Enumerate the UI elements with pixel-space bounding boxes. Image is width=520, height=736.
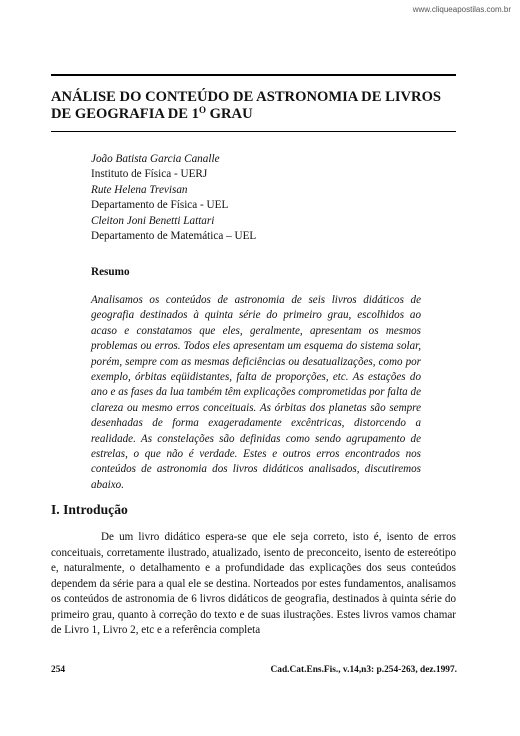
author-affiliation: Departamento de Física - UEL xyxy=(91,199,229,212)
page-number: 254 xyxy=(51,665,66,675)
author-name: João Batista Garcia Canalle xyxy=(91,153,220,165)
author-name: Cleiton Joni Benetti Lattari xyxy=(91,214,215,227)
title-superscript: O xyxy=(198,105,206,115)
title-text: ANÁLISE DO CONTEÚDO DE ASTRONOMIA DE LIVROS DE GEOGRAFIA DE 1 xyxy=(51,89,442,122)
watermark-url: www.cliqueapostilas.com.br xyxy=(412,5,511,14)
title-rule xyxy=(51,131,456,132)
section-heading: I. Introdução xyxy=(51,502,128,517)
title-text-end: GRAU xyxy=(206,106,253,122)
top-rule xyxy=(51,74,456,76)
author-block xyxy=(91,152,256,244)
introduction-paragraph: De um livro didático espera-se que ele seja correto, isto é, isento de erros conceituais, corretamente ilustrado, atualizado, isento de preconceito, isento de estereótipo e, naturalmente, o detalhamento e a profundidade das explicações dos seus conteúdos dependem da série para a qual ele se destina. Norteados por estes fundamentos, analisamos os conteúdos de astronomia de 6 livros didáticos de geografia, destinados à quinta série do primeiro grau, quanto à correção do texto e de suas ilustrações. Estes livros vamos chamar de Livro 1, Livro 2, etc e a referência completa xyxy=(51,531,456,636)
abstract-heading: Resumo xyxy=(91,266,130,278)
abstract-text: Analisamos os conteúdos de astronomia de seis livros didáticos de geografia destinados à quinta série do primeiro grau, escolhidos ao acaso e constatamos que eles, geralmente, apresentam os mesmos problemas ou erros. Todos eles apresentam um esquema do sistema solar, porém, sempre com as mesmas deficiências ou desatualizações, como por exemplo, órbitas eqüidistantes, falta de proporções, etc. As estações do ano e as fases da lua também têm explicações comprometidas por falta de clareza ou mesmo erros conceituais. As órbitas dos planetas são sempre desenhadas de forma exageradamente excêntricas, distorcendo a realidade. As constelações são definidas como sendo agrupamento de estrelas, o que não é verdade. Estes e outros erros encontrados nos conteúdos de astronomia dos livros didáticos analisados, discutiremos abaixo. xyxy=(91,294,421,491)
journal-citation: Cad.Cat.Ens.Fis., v.14,n3: p.254-263, dez.1997. xyxy=(270,665,457,675)
author-affiliation: Departamento de Matemática – UEL xyxy=(91,230,257,243)
author-affiliation: Instituto de Física - UERJ xyxy=(91,168,208,181)
article-title xyxy=(51,89,461,123)
author-name: Rute Helena Trevisan xyxy=(91,183,188,196)
